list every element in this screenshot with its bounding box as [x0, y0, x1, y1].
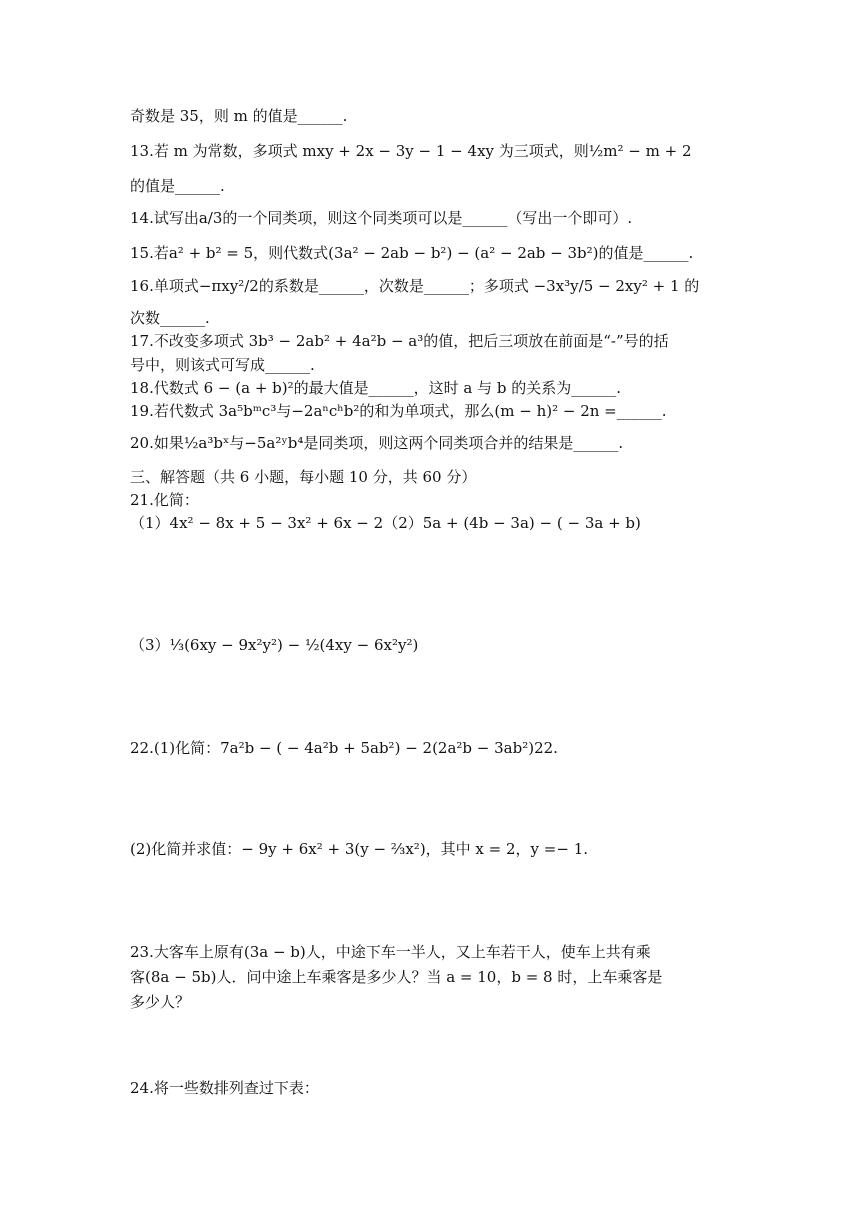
text-line-q21: 21.化简： [130, 491, 199, 509]
text-line-q15: 15.若a² + b² = 5，则代数式(3a² − 2ab − b²) − (a² − 2ab − 3b²)的值是______. [130, 244, 694, 262]
text-line-q21-part3: （3）⅓(6xy − 9x²y²) − ½(4xy − 6x²y²) [130, 636, 419, 654]
text-line-q23-cont: 客(8a − 5b)人．问中途上车乘客是多少人？当 a = 10，b = 8 时，上车乘客是 [130, 968, 663, 986]
text-line-q17: 17.不改变多项式 3b³ − 2ab² + 4a²b − a³的值，把后三项放在前面是“-”号的括 [130, 332, 669, 350]
text-line-q22-2: (2)化简并求值：− 9y + 6x² + 3(y − ⅔x²)，其中 x = 2，y =− 1. [130, 840, 588, 858]
text-line-q20: 20.如果½a³bˣ与−5a²ʸb⁴是同类项，则这两个同类项合并的结果是______. [130, 434, 624, 452]
text-line-q17-cont: 号中，则该式可写成______. [130, 356, 315, 374]
text-line-q16: 16.单项式−πxy²/2的系数是______，次数是______；多项式 −3x³y/5 − 2xy² + 1 的 [130, 277, 700, 295]
text-line-q22-1: 22.(1)化简：7a²b − ( − 4a²b + 5ab²) − 2(2a²b − 3ab²)22. [130, 739, 558, 757]
text-line-q23-cont2: 多少人？ [130, 993, 191, 1011]
text-line-q18: 18.代数式 6 − (a + b)²的最大值是______，这时 a 与 b 的关系为______. [130, 379, 622, 397]
text-line-q13: 13.若 m 为常数，多项式 mxy + 2x − 3y − 1 − 4xy 为三项式，则½m² − m + 2 [130, 142, 692, 160]
text-line-q24: 24.将一些数排列查过下表： [130, 1079, 319, 1097]
text-line-q23: 23.大客车上原有(3a − b)人，中途下车一半人，又上车若干人，使车上共有乘 [130, 943, 651, 961]
text-line-q14: 14.试写出a/3的一个同类项，则这个同类项可以是______（写出一个即可）. [130, 209, 633, 227]
section-heading: 三、解答题（共 6 小题，每小题 10 分，共 60 分） [130, 468, 477, 486]
text-line-q12-cont: 奇数是 35，则 m 的值是______. [130, 107, 348, 125]
text-line-q13-cont: 的值是______. [130, 177, 225, 195]
text-line-q16-cont: 次数______. [130, 309, 210, 327]
text-line-q19: 19.若代数式 3a⁵bᵐc³与−2aⁿcʰb²的和为单项式，那么(m − h)² − 2n =______. [130, 402, 667, 420]
text-line-q21-parts: （1）4x² − 8x + 5 − 3x² + 6x − 2（2）5a + (4b − 3a) − ( − 3a + b) [130, 514, 641, 532]
